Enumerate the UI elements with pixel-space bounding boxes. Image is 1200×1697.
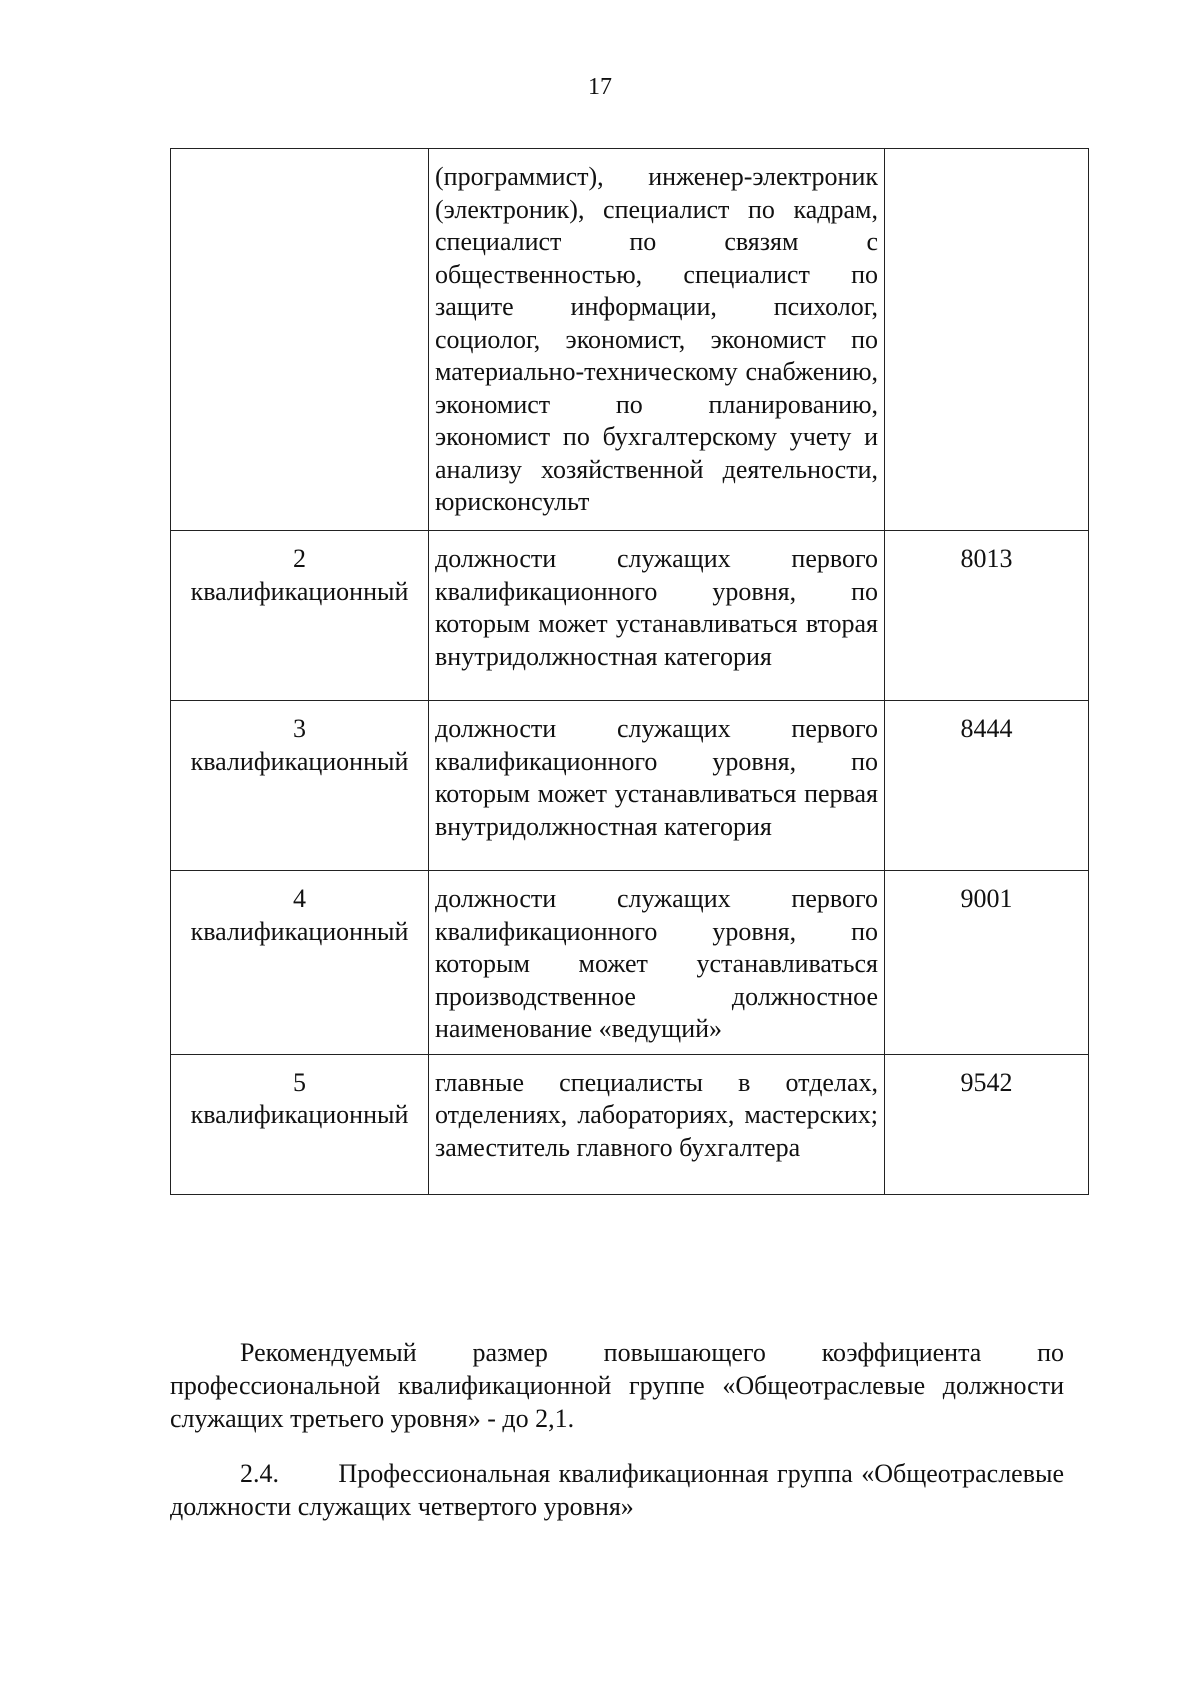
table-row	[171, 701, 1089, 871]
level-cell	[171, 1054, 429, 1194]
positions-cell: должности служащих первого квалификационного уровня, по которым может устанавливаться вторая внутридолжностная категория	[429, 531, 885, 701]
level-number: 4	[293, 884, 306, 913]
section-heading	[170, 1457, 1064, 1523]
section-title: Профессиональная квалификационная группа «Общеотраслевые должности служащих четвертого уровня»	[170, 1459, 1065, 1521]
page-number: 17	[588, 74, 612, 100]
section-number: 2.4.	[240, 1459, 279, 1488]
level-label: квалификационный	[190, 916, 409, 946]
recommended-coefficient-paragraph: Рекомендуемый размер повышающего коэффициента по профессиональной квалификационной группе «Общеотраслевые должности служащих третьего уровня» - до 2,1.	[170, 1338, 1064, 1433]
level-number: 5	[293, 1067, 306, 1097]
table-row	[171, 1054, 1089, 1194]
table-row	[171, 871, 1089, 1055]
level-cell	[171, 701, 429, 871]
positions-cell: главные специалисты в отделах, отделениях, лабораториях, мастерских; заместитель главного бухгалтера	[429, 1054, 885, 1194]
table-row	[171, 531, 1089, 701]
level-cell	[171, 531, 429, 701]
coefficient-cell: 9001	[885, 871, 1089, 1055]
positions-cell: должности служащих первого квалификационного уровня, по которым может устанавливаться производственное должностное наименование «ведущий»	[429, 871, 885, 1055]
coefficient-cell	[885, 149, 1089, 531]
positions-cell: (программист), инженер-электроник (электроник), специалист по кадрам, специалист по связям с общественностью, специалист по защите информации, психолог, социолог, экономист, экономист по материально-техническому снабжению, экономист по планированию, экономист по бухгалтерскому учету и анализу хозяйственной деятельности, юрисконсульт	[429, 149, 885, 531]
level-label: квалификационный	[190, 1100, 409, 1129]
level-cell	[171, 149, 429, 531]
qualification-table	[170, 148, 1089, 1195]
level-number: 2	[293, 544, 306, 573]
coefficient-cell: 9542	[885, 1054, 1089, 1194]
level-label: квалификационный	[190, 746, 409, 776]
level-cell	[171, 871, 429, 1055]
positions-cell: должности служащих первого квалификационного уровня, по которым может устанавливаться первая внутридолжностная категория	[429, 701, 885, 871]
table-row	[171, 149, 1089, 531]
coefficient-cell: 8444	[885, 701, 1089, 871]
level-number: 3	[293, 714, 306, 743]
coefficient-cell: 8013	[885, 531, 1089, 701]
level-label: квалификационный	[190, 576, 409, 606]
